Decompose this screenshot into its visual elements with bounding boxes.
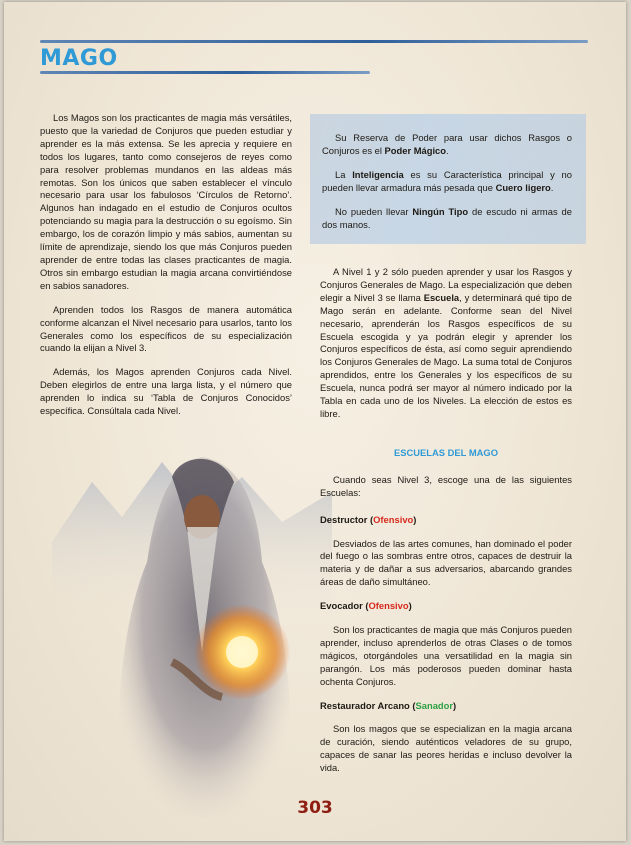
school-name: Restaurador Arcano: [320, 699, 410, 711]
school-role: Ofensivo: [373, 513, 414, 525]
intro-paragraph: Los Magos son los practicantes de magia más versátiles, puesto que la variedad de Conjuros que pueden estudiar y aprender es la más extensa. Se les aprecia y requiere en todos los lugares, tanto como consejeros de reyes como para resolver problemas mundanos en las aldeas más remotas. Son los únicos que saben establecer el vínculo necesario para usar los fabulosos ‘Círculos de Retorno’. Algunos han indagado en el estudio de Conjuros ocultos potenciando su magia para la destrucción o su egoísmo. Sin embargo, los de corazón limpio y más sabios, aumentan su límite de aprendizaje, siendo los que más Conjuros pueden aprender de entre todas las clases practicantes de magia. Otros sin embargo estudian la magia arcana convirtiéndose en sabios sanadores.: [40, 112, 292, 291]
school-evocador: Evocador (Ofensivo) Son los practicantes de magia que más Conjuros pueden aprender, incluso aprenderlos de otras Clases o de tomos mágicos, otorgándoles una versatilidad en la magia sin parangón. Los más poderosos pueden dominar hasta ochenta Conjuros.: [320, 600, 572, 687]
poder-paragraph: Su Reserva de Poder para usar dichos Rasgos o Conjuros es el Poder Mágico.: [322, 132, 572, 156]
niveles-paragraph: A Nivel 1 y 2 sólo pueden aprender y usar los Rasgos y Conjuros Generales de Mago. La especialización que deben elegir a Nivel 3 se llama Escuela, y determinará qué tipo de Mago serán en adelante. Conforme sean del Nivel necesario, aprenderán los Rasgos específicos de su Escuela escogida y ya podrán elegir y aprender los Conjuros específicos de ésta, así como seguir aprendiendo los Conjuros Generales de Mago. La suma total de Conjuros aprendidos, entre los Generales y los específicos de su Escuela, nunca podrá ser mayor al número indicado por la Tabla en cada uno de los Niveles. La elección de estos es libre.: [320, 266, 572, 419]
header-rule-top: [40, 40, 588, 43]
info-box-content: [322, 132, 572, 242]
schools-intro: Cuando seas Nivel 3, escoge una de las siguientes Escuelas:: [320, 473, 572, 498]
school-name: Destructor: [320, 513, 368, 525]
conjuros-paragraph: Además, los Magos aprenden Conjuros cada Nivel. Deben elegirlos de entre una larga lista, y el número que aprenden lo indica su ‘Tabla de Conjuros Conocidos’ específica. Consúltala cada Nivel.: [40, 366, 292, 417]
school-role: Ofensivo: [368, 600, 409, 612]
page: [4, 2, 626, 841]
page-title: MAGO: [40, 46, 118, 71]
school-name: Evocador: [320, 600, 363, 612]
right-column: [320, 266, 572, 786]
inteligencia-paragraph: La Inteligencia es su Característica principal y no pueden llevar armadura más pesada que Cuero ligero.: [322, 168, 572, 193]
school-description: Son los practicantes de magia que más Conjuros pueden aprender, incluso aprenderlos de otras Clases o de tomos mágicos, otorgándoles una versatilidad en la magia sin parangón. Los más poderosos pueden dominar hasta ochenta Conjuros.: [320, 624, 572, 687]
school-restaurador: Restaurador Arcano (Sanador) Son los magos que se especializan en la magia arcana de curación, siendo auténticos veladores de su grupo, capaces de sanar las peores heridas e incluso devolver la vida.: [320, 699, 572, 774]
schools-heading: ESCUELAS DEL MAGO: [393, 446, 498, 458]
school-description: Desviados de las artes comunes, han dominado el poder del fuego o las sombras entre otros, capaces de destruir la materia y de dañar a sus adversarios, abarcando grandes áreas de daño simultáneo.: [320, 537, 572, 588]
rasgos-paragraph: Aprenden todos los Rasgos de manera automática conforme alcanzan el Nivel necesario para usarlos, tanto los Generales como los específicos de su especialización cuando la elijan a Nivel 3.: [40, 303, 292, 354]
wizard-illustration: [52, 422, 332, 817]
escudo-paragraph: No pueden llevar Ningún Tipo de escudo ni armas de dos manos.: [322, 205, 572, 230]
page-number: 303: [297, 798, 333, 818]
school-description: Son los magos que se especializan en la magia arcana de curación, siendo auténticos veladores de su grupo, capaces de sanar las peores heridas e incluso devolver la vida.: [320, 723, 572, 774]
school-role: Sanador: [415, 699, 454, 711]
header-rule-bottom: [40, 71, 370, 74]
school-destructor: Destructor (Ofensivo) Desviados de las artes comunes, han dominado el poder del fuego o las sombras entre otros, capaces de destruir la materia y de dañar a sus adversarios, abarcando grandes áreas de daño simultáneo.: [320, 513, 572, 588]
left-column: [40, 112, 292, 429]
